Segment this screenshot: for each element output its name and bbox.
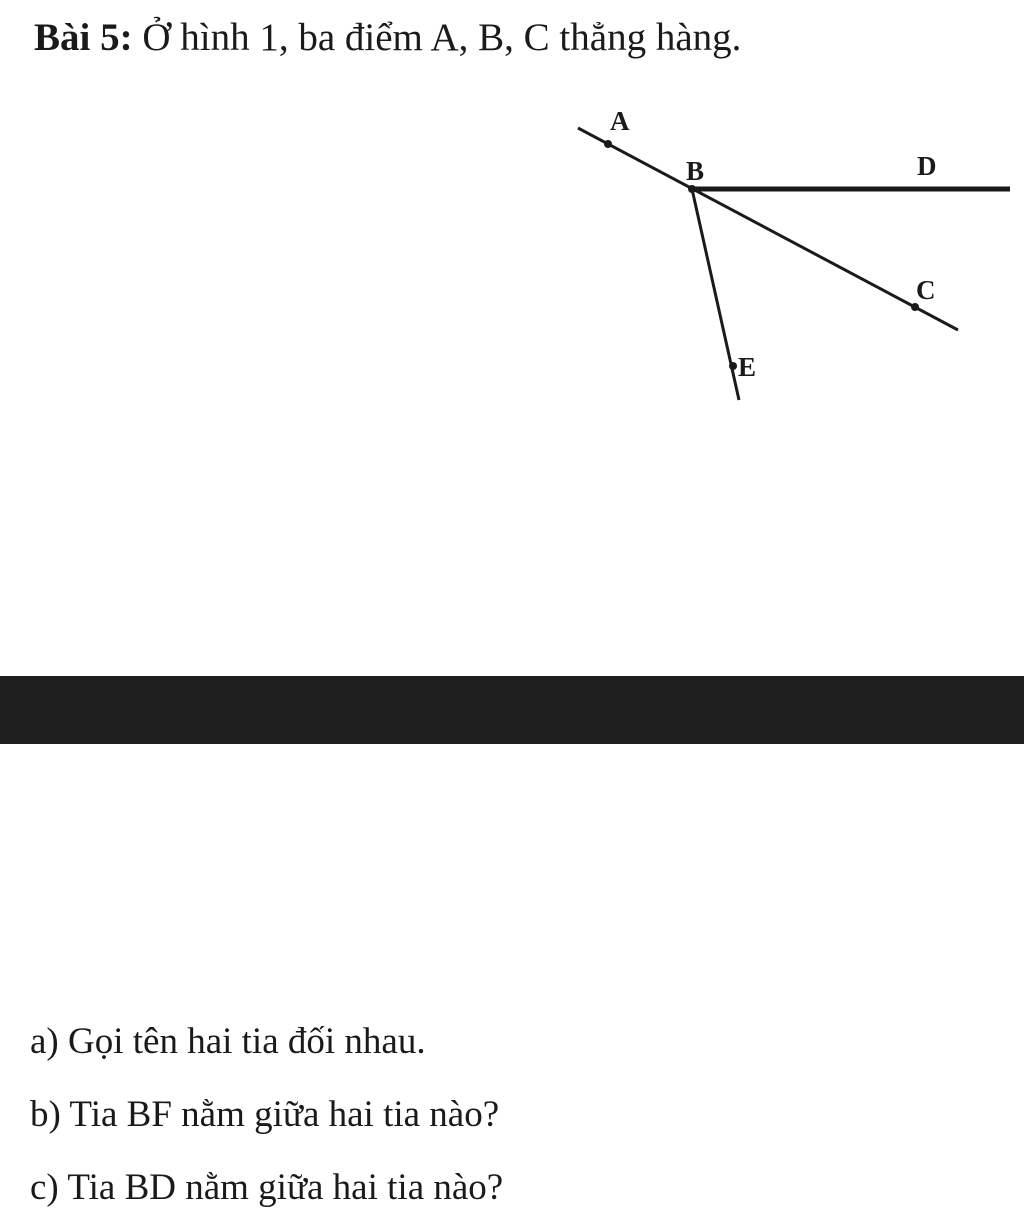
question-b: b) Tia BF nằm giữa hai tia nào? <box>30 1094 500 1135</box>
exercise-statement: Ở hình 1, ba điểm A, B, C thẳng hàng. <box>132 16 742 59</box>
point-a-label: A <box>610 106 630 136</box>
figure-canvas <box>560 80 1024 425</box>
point-a-dot <box>604 140 612 148</box>
question-a: a) Gọi tên hai tia đối nhau. <box>30 1021 426 1062</box>
line-abc <box>578 128 958 330</box>
point-e-label: E <box>738 352 757 382</box>
point-e-dot <box>729 362 737 370</box>
exercise-heading <box>34 10 741 66</box>
point-c-label: C <box>916 275 936 305</box>
divider-bar <box>0 676 1024 744</box>
point-d-label: D <box>917 151 937 181</box>
exercise-number: Bài 5: <box>34 16 133 59</box>
point-b-label: B <box>686 156 705 186</box>
question-c: c) Tia BD nằm giữa hai tia nào? <box>30 1167 504 1208</box>
point-b-dot <box>688 185 696 193</box>
geometry-figure <box>560 80 1024 425</box>
